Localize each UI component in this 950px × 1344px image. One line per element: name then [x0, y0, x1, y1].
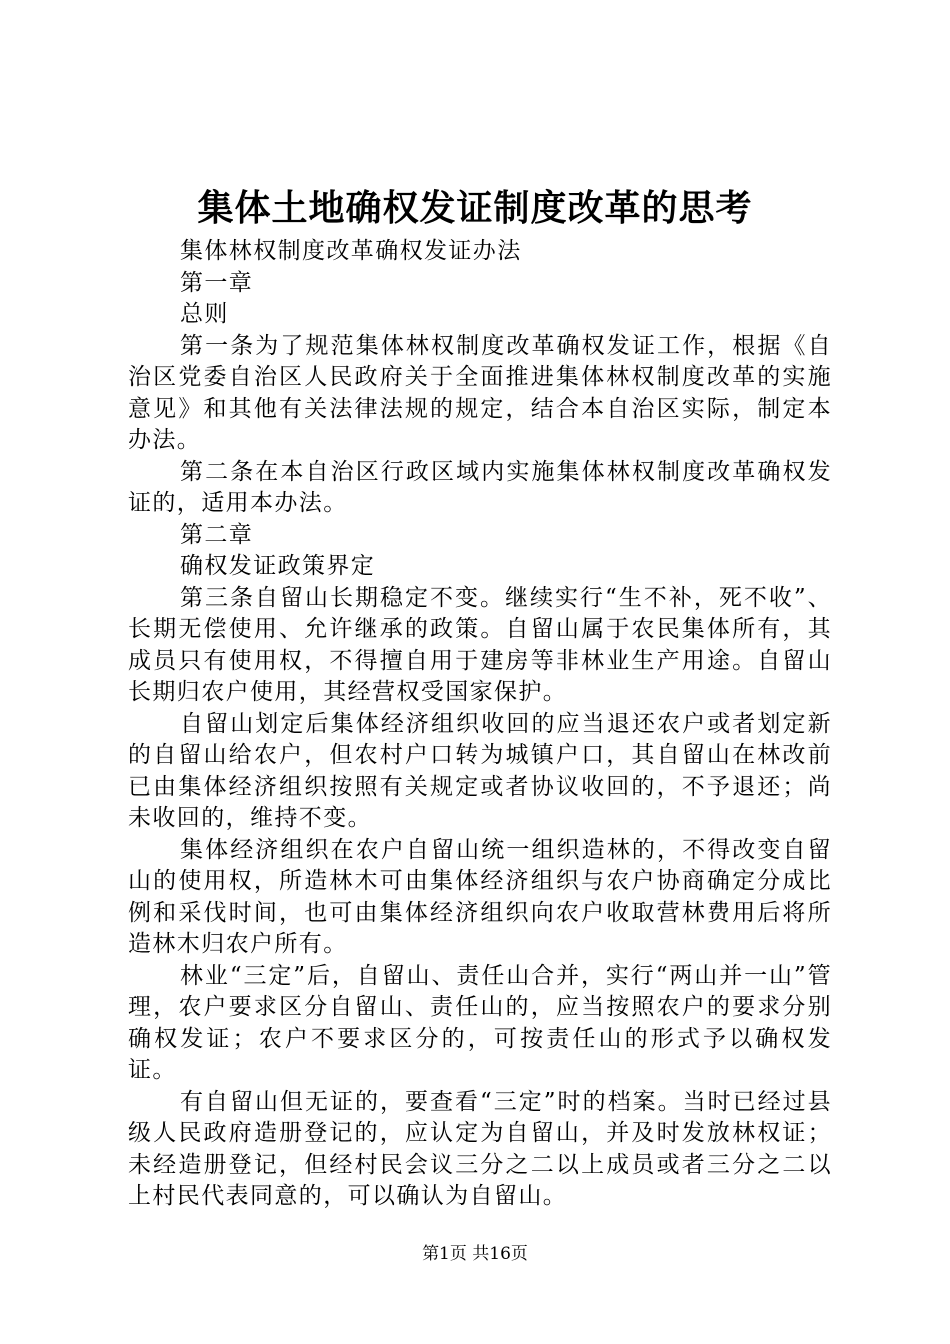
body-paragraph: 有自留山但无证的，要查看“三定”时的档案。当时已经过县级人民政府造册登记的，应认定为自留山，并及时发放林权证；未经造册登记，但经村民会议三分之二以上成员或者三分之二以上村民代表同意的，可以确认为自留山。: [128, 1088, 832, 1209]
chapter-heading: 第二章: [180, 521, 254, 548]
chapter-name: 总则: [180, 301, 229, 327]
body-paragraph: 第三条自留山长期稳定不变。继续实行“生不补，死不收”、长期无偿使用、允许继承的政策。自留山属于农民集体所有，其成员只有使用权，不得擅自用于建房等非林业生产用途。自留山长期归农户使用，其经营权受国家保护。: [128, 584, 832, 705]
body-paragraph: 林业“三定”后，自留山、责任山合并，实行“两山并一山”管理，农户要求区分自留山、责任山的，应当按照农户的要求分别确权发证；农户不要求区分的，可按责任山的形式予以确权发证。: [128, 962, 832, 1083]
chapter-name: 确权发证政策界定: [180, 553, 376, 579]
chapter-heading: 第一章: [180, 269, 254, 296]
document-subtitle: 集体林权制度改革确权发证办法: [180, 238, 522, 264]
body-paragraph: 第一条为了规范集体林权制度改革确权发证工作，根据《自治区党委自治区人民政府关于全面推进集体林权制度改革的实施意见》和其他有关法律法规的规定，结合本自治区实际，制定本办法。: [128, 332, 832, 453]
page-number-footer: 第1页 共16页: [422, 1244, 528, 1264]
body-paragraph: 第二条在本自治区行政区域内实施集体林权制度改革确权发证的，适用本办法。: [128, 458, 832, 516]
body-paragraph: 集体经济组织在农户自留山统一组织造林的，不得改变自留山的使用权，所造林木可由集体经济组织与农户协商确定分成比例和采伐时间，也可由集体经济组织向农户收取营林费用后将所造林木归农户所有。: [128, 836, 832, 957]
document-title: 集体土地确权发证制度改革的思考: [197, 187, 753, 229]
body-paragraph: 自留山划定后集体经济组织收回的应当退还农户或者划定新的自留山给农户，但农村户口转为城镇户口，其自留山在林改前已由集体经济组织按照有关规定或者协议收回的，不予退还；尚未收回的，维持不变。: [128, 710, 832, 831]
document-body: [128, 236, 832, 1213]
